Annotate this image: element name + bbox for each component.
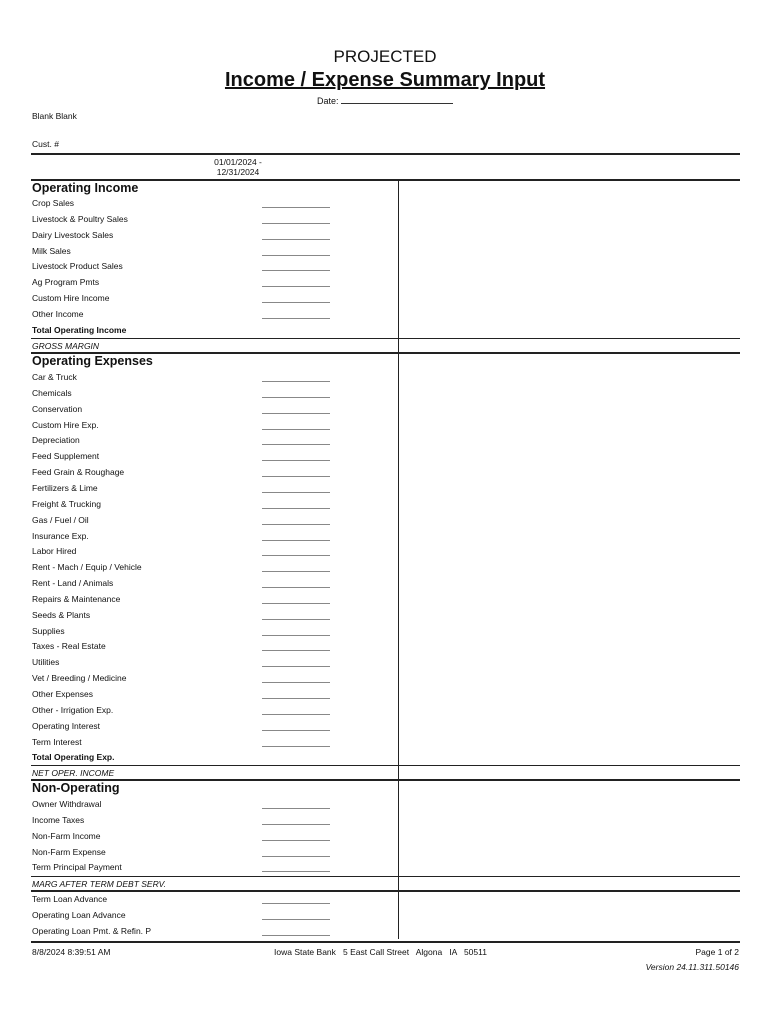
expense-row-entry-field[interactable] bbox=[262, 555, 330, 556]
income-row-entry-field[interactable] bbox=[262, 239, 330, 240]
section-title-operating-income: Operating Income bbox=[32, 181, 139, 195]
non-operating-row-entry-field[interactable] bbox=[262, 840, 330, 841]
expense-row-entry-field[interactable] bbox=[262, 714, 330, 715]
income-row-label: Dairy Livestock Sales bbox=[32, 229, 114, 240]
expense-row-label: Gas / Fuel / Oil bbox=[32, 514, 89, 525]
non-operating-row-label: Term Principal Payment bbox=[32, 862, 122, 873]
expense-row-label: Rent - Mach / Equip / Vehicle bbox=[32, 562, 142, 573]
expense-row-label: Other Expenses bbox=[32, 689, 93, 699]
gross-margin-top-rule bbox=[31, 338, 740, 339]
income-row-entry-field[interactable] bbox=[262, 207, 330, 208]
total-operating-income-label: Total Operating Income bbox=[32, 325, 127, 335]
date-line bbox=[0, 96, 770, 106]
expense-row-entry-field[interactable] bbox=[262, 397, 330, 398]
net-oper-income-label: NET OPER. INCOME bbox=[32, 768, 115, 778]
expense-row-label: Other - Irrigation Exp. bbox=[32, 704, 114, 715]
loan-row-entry-field[interactable] bbox=[262, 903, 330, 904]
marg-after-term-debt-label: MARG AFTER TERM DEBT SERV. bbox=[32, 879, 166, 889]
footer-page-number: Page 1 of 2 bbox=[695, 947, 739, 957]
income-row-entry-field[interactable] bbox=[262, 223, 330, 224]
expense-row-entry-field[interactable] bbox=[262, 619, 330, 620]
income-row-entry-field[interactable] bbox=[262, 318, 330, 319]
net-oper-income-top-rule bbox=[31, 765, 740, 766]
expense-row-entry-field[interactable] bbox=[262, 460, 330, 461]
expense-row-label: Insurance Exp. bbox=[32, 530, 89, 541]
loan-row-entry-field[interactable] bbox=[262, 935, 330, 936]
non-operating-row-entry-field[interactable] bbox=[262, 856, 330, 857]
non-operating-row-entry-field[interactable] bbox=[262, 824, 330, 825]
loan-row-label: Operating Loan Advance bbox=[32, 909, 126, 920]
expense-row-label: Car & Truck bbox=[32, 372, 77, 382]
expense-row-entry-field[interactable] bbox=[262, 635, 330, 636]
income-row-label: Crop Sales bbox=[32, 198, 75, 208]
expense-row-label: Conservation bbox=[32, 403, 83, 414]
gross-margin-label: GROSS MARGIN bbox=[32, 341, 100, 351]
expense-row-label: Chemicals bbox=[32, 387, 72, 398]
non-operating-row-entry-field[interactable] bbox=[262, 808, 330, 809]
expense-row-label: Repairs & Maintenance bbox=[32, 593, 121, 604]
income-row-entry-field[interactable] bbox=[262, 270, 330, 271]
period-column-header bbox=[200, 157, 276, 177]
expense-row-label: Freight & Trucking bbox=[32, 498, 101, 509]
expense-row-entry-field[interactable] bbox=[262, 571, 330, 572]
income-row-label: Other Income bbox=[32, 308, 84, 319]
expense-row-label: Fertilizers & Lime bbox=[32, 482, 98, 493]
document-title-top: PROJECTED bbox=[333, 47, 437, 66]
non-operating-row-label: Income Taxes bbox=[32, 814, 85, 825]
footer-bank-address: Iowa State Bank 5 East Call Street Algona IA 50511 bbox=[274, 947, 487, 957]
income-row-entry-field[interactable] bbox=[262, 302, 330, 303]
column-divider bbox=[398, 181, 399, 939]
loan-row-label: Term Loan Advance bbox=[32, 894, 108, 904]
expense-row-entry-field[interactable] bbox=[262, 492, 330, 493]
expense-row-label: Feed Supplement bbox=[32, 451, 100, 462]
expense-row-entry-field[interactable] bbox=[262, 540, 330, 541]
non-operating-row-label: Owner Withdrawal bbox=[32, 799, 102, 809]
expense-row-label: Term Interest bbox=[32, 736, 82, 747]
total-operating-expenses-label: Total Operating Exp. bbox=[32, 752, 115, 762]
loan-row-entry-field[interactable] bbox=[262, 919, 330, 920]
expense-row-label: Operating Interest bbox=[32, 720, 101, 731]
footer-timestamp: 8/8/2024 8:39:51 AM bbox=[32, 947, 111, 957]
loan-row-label: Operating Loan Pmt. & Refin. P bbox=[32, 925, 152, 936]
section-title-non-operating: Non-Operating bbox=[32, 781, 120, 795]
expense-row-entry-field[interactable] bbox=[262, 413, 330, 414]
expense-row-label: Utilities bbox=[32, 657, 60, 668]
income-row-entry-field[interactable] bbox=[262, 255, 330, 256]
expense-row-label: Vet / Breeding / Medicine bbox=[32, 673, 127, 684]
income-row-label: Livestock & Poultry Sales bbox=[32, 213, 128, 224]
expense-row-label: Taxes - Real Estate bbox=[32, 641, 106, 652]
expense-row-label: Supplies bbox=[32, 625, 65, 636]
footer-version: Version 24.11.311.50146 bbox=[645, 962, 739, 972]
document-title bbox=[0, 69, 770, 92]
expense-row-entry-field[interactable] bbox=[262, 508, 330, 509]
expense-row-entry-field[interactable] bbox=[262, 524, 330, 525]
expense-row-entry-field[interactable] bbox=[262, 603, 330, 604]
income-row-label: Ag Program Pmts bbox=[32, 277, 100, 288]
customer-name: Blank Blank bbox=[32, 111, 77, 121]
expense-row-entry-field[interactable] bbox=[262, 666, 330, 667]
expense-row-label: Rent - Land / Animals bbox=[32, 578, 114, 589]
expense-row-entry-field[interactable] bbox=[262, 476, 330, 477]
period-start: 01/01/2024 - bbox=[214, 157, 262, 167]
section-title-operating-expenses: Operating Expenses bbox=[32, 354, 153, 368]
period-end: 12/31/2024 bbox=[216, 167, 260, 177]
header-divider bbox=[31, 153, 740, 155]
expense-row-label: Custom Hire Exp. bbox=[32, 419, 99, 430]
income-row-label: Milk Sales bbox=[32, 245, 71, 256]
expense-row-entry-field[interactable] bbox=[262, 650, 330, 651]
cust-number-label: Cust. # bbox=[32, 139, 59, 149]
expense-row-entry-field[interactable] bbox=[262, 381, 330, 382]
expense-row-entry-field[interactable] bbox=[262, 429, 330, 430]
footer-divider bbox=[31, 941, 740, 943]
non-operating-row-entry-field[interactable] bbox=[262, 871, 330, 872]
document-title-text: Income / Expense Summary Input bbox=[224, 69, 546, 91]
marg-top-rule bbox=[31, 876, 740, 877]
expense-row-label: Depreciation bbox=[32, 435, 80, 446]
expense-row-label: Labor Hired bbox=[32, 546, 77, 557]
expense-row-entry-field[interactable] bbox=[262, 698, 330, 699]
expense-row-entry-field[interactable] bbox=[262, 730, 330, 731]
non-operating-row-label: Non-Farm Expense bbox=[32, 846, 106, 857]
expense-row-label: Feed Grain & Roughage bbox=[32, 467, 125, 478]
expense-row-entry-field[interactable] bbox=[262, 682, 330, 683]
income-row-label: Livestock Product Sales bbox=[32, 261, 123, 272]
expense-row-label: Seeds & Plants bbox=[32, 609, 91, 620]
income-row-entry-field[interactable] bbox=[262, 286, 330, 287]
expense-row-entry-field[interactable] bbox=[262, 587, 330, 588]
non-operating-row-label: Non-Farm Income bbox=[32, 830, 101, 841]
net-oper-income-bottom-rule bbox=[31, 779, 740, 781]
expense-row-entry-field[interactable] bbox=[262, 746, 330, 747]
date-label: Date: bbox=[316, 96, 339, 106]
date-blank-field[interactable] bbox=[341, 96, 453, 104]
marg-bottom-rule bbox=[31, 890, 740, 892]
expense-row-entry-field[interactable] bbox=[262, 444, 330, 445]
income-row-label: Custom Hire Income bbox=[32, 293, 110, 304]
